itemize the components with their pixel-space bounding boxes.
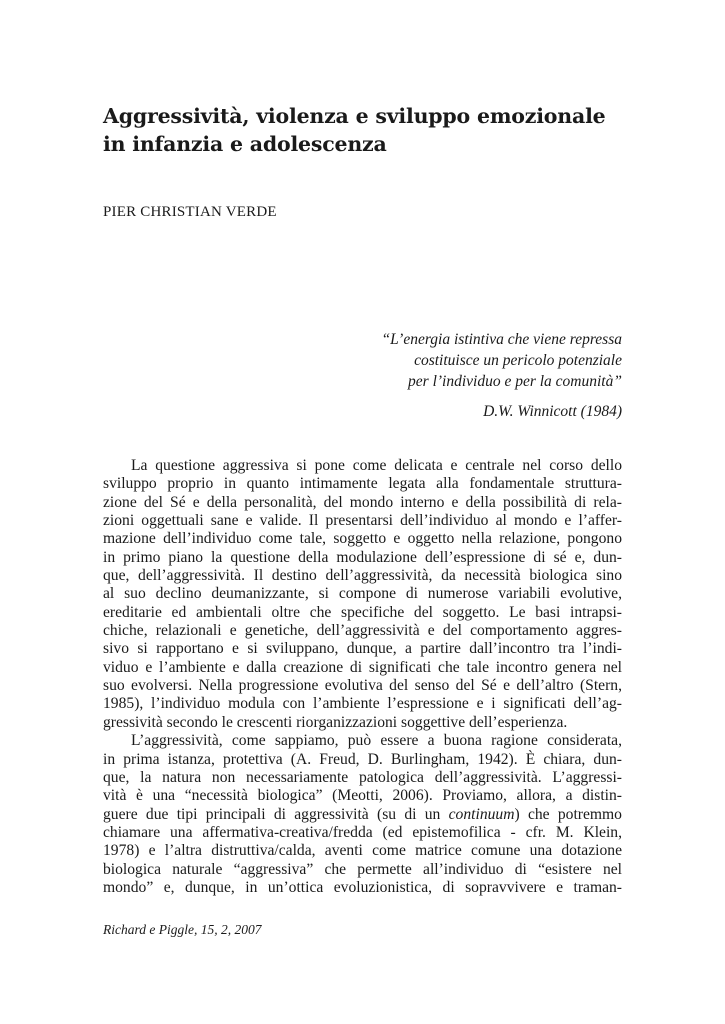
body-line: que, la natura non necessariamente patologica dell’aggressività. L’aggressi- bbox=[103, 768, 622, 786]
epigraph-line: per l’individuo e per la comunità” bbox=[408, 373, 622, 390]
body-line: L’aggressività, come sappiamo, può essere a buona ragione considerata, bbox=[131, 732, 622, 750]
body-line: al suo declino deumanizzante, si compone di numerose variabili evolutive, bbox=[103, 585, 622, 603]
body-line: in primo piano la questione della modulazione dell’espressione di sé e, dun- bbox=[103, 548, 622, 566]
article-body bbox=[103, 457, 622, 897]
body-line: chiamare una affermativa-creativa/fredda (ed epistemofilica - cfr. M. Klein, bbox=[103, 823, 622, 841]
journal-citation: Richard e Piggle, 15, 2, 2007 bbox=[103, 922, 262, 937]
author-name: PIER CHRISTIAN VERDE bbox=[103, 204, 277, 220]
body-line: ereditarie ed ambientali oltre che specifiche del soggetto. Le basi intrapsi- bbox=[103, 603, 622, 621]
paragraph-1 bbox=[103, 457, 622, 732]
body-line: La questione aggressiva si pone come delicata e centrale nel corso dello bbox=[131, 457, 622, 474]
body-line: que, dell’aggressività. Il destino dell’aggressività, da necessità biologica sino bbox=[103, 567, 622, 585]
article-title bbox=[103, 102, 663, 158]
body-line: zione del Sé e della personalità, del mondo interno e della possibilità di rela- bbox=[103, 493, 622, 511]
epigraph-quote bbox=[382, 329, 623, 392]
body-line: sviluppo proprio in quanto intimamente legata alla fondamentale struttura- bbox=[103, 475, 622, 493]
body-line: vità è una “necessità biologica” (Meotti, 2006). Proviamo, allora, a distin- bbox=[103, 787, 622, 805]
body-line: mondo” e, dunque, in un’ottica evoluzionistica, di sopravvivere e traman- bbox=[103, 878, 622, 896]
body-line: viduo e l’ambiente e dalla creazione di significati che tale incontro genera nel bbox=[103, 658, 622, 676]
body-line: 1978) e l’altra distruttiva/calda, aventi come matrice comune una dotazione bbox=[103, 842, 622, 860]
body-line: zioni oggettuali sane e valide. Il presentarsi dell’individuo al mondo e l’affer- bbox=[103, 512, 622, 530]
body-line: biologica naturale “aggressiva” che permette all’individuo di “esistere nel bbox=[103, 860, 622, 878]
title-line: Aggressività, violenza e sviluppo emozionale bbox=[103, 104, 606, 128]
epigraph-source: D.W. Winnicott (1984) bbox=[483, 403, 622, 420]
body-line: in prima istanza, protettiva (A. Freud, D. Burlingham, 1942). È chiara, dun- bbox=[103, 750, 622, 768]
body-line: suo evolversi. Nella progressione evolutiva del senso del Sé e dell’altro (Stern, bbox=[103, 677, 622, 695]
epigraph-line: costituisce un pericolo potenziale bbox=[414, 352, 622, 369]
body-line: sivo si rapportano e si sviluppano, dunque, a partire dall’incontro tra l’indi- bbox=[103, 640, 622, 658]
body-line: gressività secondo le crescenti riorganizzazioni soggettive dell’esperienza. bbox=[103, 713, 568, 731]
body-line: chiche, relazionali e genetiche, dell’aggressività e del comportamento aggres- bbox=[103, 622, 622, 640]
paragraph-2 bbox=[103, 732, 622, 897]
body-line: 1985), l’individuo modula con l’ambiente l’espressione e i significati dell’ag- bbox=[103, 695, 622, 713]
title-line: in infanzia e adolescenza bbox=[103, 132, 387, 156]
body-line: guere due tipi principali di aggressività (su di un continuum) che potremmo bbox=[103, 805, 622, 823]
epigraph-line: “L’energia istintiva che viene repressa bbox=[381, 331, 622, 348]
body-line: mazione dell’individuo come tale, soggetto e oggetto nella relazione, pongono bbox=[103, 530, 622, 548]
